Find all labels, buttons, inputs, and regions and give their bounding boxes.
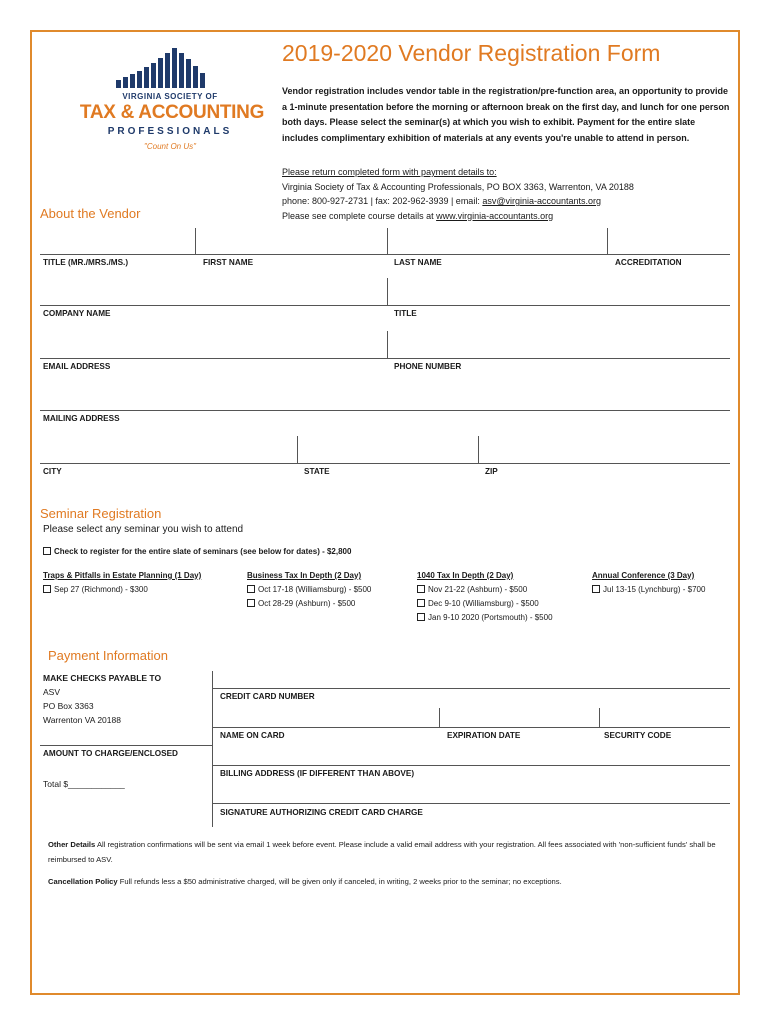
divider [195, 228, 196, 254]
seminar-date-label: Jan 9-10 2020 (Portsmouth) - $500 [428, 613, 553, 622]
return-address: Virginia Society of Tax & Accounting Professionals, PO BOX 3363, Warrenton, VA 20188 [282, 181, 634, 192]
seminar-heading: Business Tax In Depth (2 Day) [247, 571, 362, 580]
email-link[interactable]: asv@virginia-accountants.org [482, 196, 602, 206]
divider [599, 708, 600, 727]
checks-payable-label: MAKE CHECKS PAYABLE TO [43, 673, 162, 683]
salutation-label: TITLE (MR./MRS./MS.) [43, 258, 129, 267]
city-field-line[interactable] [40, 463, 730, 464]
about-section-title: About the Vendor [40, 206, 141, 221]
seminar-checkbox[interactable] [417, 585, 425, 593]
contact-prefix: phone: 800-927-2731 | fax: 202-962-3939 | email: [282, 196, 483, 206]
name-on-card-label: NAME ON CARD [220, 731, 285, 740]
seminar-checkbox[interactable] [247, 585, 255, 593]
payee-line: PO Box 3363 [43, 701, 94, 711]
return-heading: Please return completed form with payment details to: [282, 167, 497, 177]
city-label: CITY [43, 467, 62, 476]
seminar-option[interactable] [417, 583, 553, 597]
seminar-option[interactable] [417, 611, 553, 625]
accreditation-label: ACCREDITATION [615, 258, 682, 267]
seminar-column-conference [592, 571, 705, 597]
billing-address-label: BILLING ADDRESS (IF DIFFERENT THAN ABOVE) [220, 769, 415, 778]
seminar-option[interactable] [592, 583, 705, 597]
payee-line: ASV [43, 687, 61, 697]
last-name-label: LAST NAME [394, 258, 442, 267]
card-number-label: CREDIT CARD NUMBER [220, 692, 315, 701]
logo-tagline: "Count On Us" [144, 142, 196, 151]
seminar-date-label: Sep 27 (Richmond) - $300 [54, 585, 148, 594]
details-line [282, 209, 732, 224]
company-field-line[interactable] [40, 305, 730, 306]
seminar-column-estate [43, 571, 201, 597]
other-details-text: All registration confirmations will be sent via email 1 week before event. Please include a valid email address with your registration. All fees associated with 'non-sufficient funds' shall be reimbursed to ASV. [48, 840, 716, 864]
email-label: EMAIL ADDRESS [43, 362, 111, 371]
mailing-address-label: MAILING ADDRESS [43, 414, 120, 423]
other-details-label: Other Details [48, 840, 96, 849]
cancellation-policy-label: Cancellation Policy [48, 877, 118, 886]
divider [478, 436, 479, 463]
expiration-label: EXPIRATION DATE [447, 731, 521, 740]
billing-line[interactable] [212, 765, 730, 766]
seminar-date-label: Oct 17-18 (Williamsburg) - $500 [258, 585, 372, 594]
signature-line[interactable] [212, 803, 730, 804]
website-link[interactable]: www.virginia-accountants.org [436, 210, 554, 221]
other-details [48, 837, 728, 867]
seminar-column-1040 [417, 571, 553, 625]
phone-label: PHONE NUMBER [394, 362, 462, 371]
seminar-date-label: Oct 28-29 (Ashburn) - $500 [258, 599, 356, 608]
divider [439, 708, 440, 727]
payee-block [43, 671, 161, 727]
seminar-checkbox[interactable] [417, 613, 425, 621]
payee-line: Warrenton VA 20188 [43, 715, 121, 725]
logo-line3: PROFESSIONALS [107, 126, 233, 137]
seminar-heading: 1040 Tax In Depth (2 Day) [417, 571, 514, 580]
entire-slate-checkbox[interactable] [43, 547, 51, 555]
entire-slate-label: Check to register for the entire slate of seminars (see below for dates) - $2,800 [54, 547, 352, 556]
divider [607, 228, 608, 254]
seminar-heading: Traps & Pitfalls in Estate Planning (1 Day) [43, 571, 202, 580]
first-name-label: FIRST NAME [203, 258, 254, 267]
form-title: 2019-2020 Vendor Registration Form [282, 40, 661, 66]
seminar-date-label: Nov 21-22 (Ashburn) - $500 [428, 585, 528, 594]
total-field[interactable]: Total $____________ [43, 779, 125, 789]
divider [387, 228, 388, 254]
amount-divider [40, 745, 212, 746]
title-label: TITLE [394, 309, 417, 318]
name-on-card-line[interactable] [212, 727, 730, 728]
seminar-checkbox[interactable] [43, 585, 51, 593]
mailing-field-line[interactable] [40, 410, 730, 411]
return-info [282, 165, 732, 223]
seminar-option[interactable] [417, 597, 553, 611]
seminar-subtitle: Please select any seminar you wish to attend [43, 524, 244, 535]
seminar-checkbox[interactable] [247, 599, 255, 607]
seminar-date-label: Jul 13-15 (Lynchburg) - $700 [603, 585, 706, 594]
card-number-line[interactable] [212, 688, 730, 689]
divider [387, 278, 388, 305]
logo-line2: TAX & ACCOUNTING [79, 102, 265, 123]
divider [297, 436, 298, 463]
seminar-checkbox[interactable] [592, 585, 600, 593]
seminar-option[interactable] [247, 583, 371, 597]
cancellation-policy-text: Full refunds less a $50 administrative charged, will be given only if canceled, in writing, 2 weeks prior to the seminar; no exceptions. [117, 877, 562, 886]
seminar-date-label: Dec 9-10 (Williamsburg) - $500 [428, 599, 539, 608]
amount-label: AMOUNT TO CHARGE/ENCLOSED [43, 749, 178, 758]
company-name-label: COMPANY NAME [43, 309, 111, 318]
seminar-heading: Annual Conference (3 Day) [592, 571, 695, 580]
name-field-line[interactable] [40, 254, 730, 255]
signature-label: SIGNATURE AUTHORIZING CREDIT CARD CHARGE [220, 808, 423, 817]
email-field-line[interactable] [40, 358, 730, 359]
seminar-checkbox[interactable] [417, 599, 425, 607]
security-code-label: SECURITY CODE [604, 731, 672, 740]
seminar-column-business [247, 571, 371, 611]
seminar-option[interactable] [247, 597, 371, 611]
state-label: STATE [304, 467, 330, 476]
seminar-section-title: Seminar Registration [40, 506, 162, 521]
seminar-option[interactable] [43, 583, 201, 597]
skyline-logo-icon [110, 44, 230, 88]
zip-label: ZIP [485, 467, 498, 476]
contact-line [282, 194, 732, 209]
entire-slate-option[interactable] [43, 547, 351, 556]
logo-line1: VIRGINIA SOCIETY OF [122, 92, 218, 101]
details-prefix: Please see complete course details at [282, 210, 437, 221]
cancellation-policy [48, 874, 728, 889]
divider [387, 331, 388, 358]
intro-text: Vendor registration includes vendor table in the registration/pre-function area, an opportunity to provide a 1-minute presentation before the morning or afternoon break on the first day, and lunch for one person both days. Please select the seminar(s) at which you wish to exhibit. Payment for the entire slate includes complimentary exhibition of materials at any events you're unable to attend in person. [282, 86, 730, 143]
payment-section-title: Payment Information [48, 648, 168, 663]
vstap-logo [80, 44, 270, 164]
